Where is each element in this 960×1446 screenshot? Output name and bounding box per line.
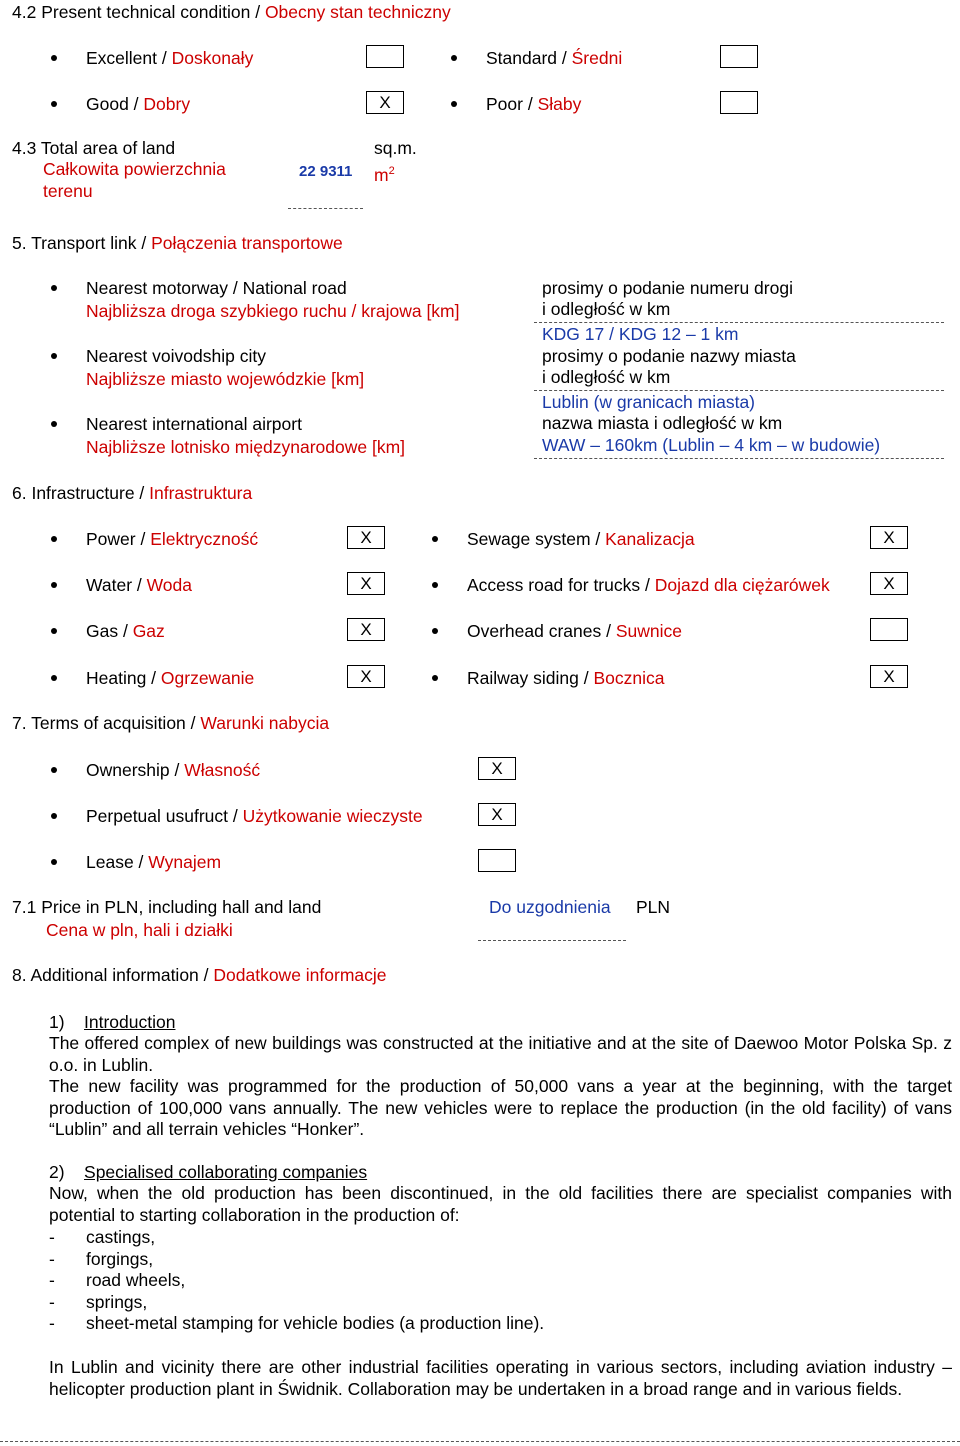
collaborating-paragraph: Now, when the old production has been discontinued, in the old facilities there are specialist companies with potential to starting collaboration in the production of: <box>49 1183 952 1225</box>
introduction-paragraph-2: The new facility was programmed for the production of 50,000 vans a year at the beginning, with the target production of 100,000 vans annually. The new vehicles were to replace the production (in the old facility) of vans “Lublin” and all terrain vehicles “Honker”. <box>49 1076 952 1139</box>
section-8-title: 8. Additional information / Dodatkowe informacje <box>12 965 387 985</box>
land-area-value: 22 9311 <box>299 163 353 180</box>
ownership-label: Ownership / Własność <box>86 760 261 780</box>
land-area-unit: sq.m. <box>374 138 417 158</box>
page-footer-divider <box>0 1441 960 1442</box>
infra-power-checkbox[interactable]: X <box>347 526 385 549</box>
collaborating-heading: 2) Specialised collaborating companies <box>49 1162 368 1182</box>
motorway-label: Nearest motorway / National road <box>86 278 347 298</box>
motorway-value: KDG 17 / KDG 12 – 1 km <box>542 324 739 344</box>
bullet <box>51 859 57 865</box>
infra-access-road-checkbox[interactable]: X <box>870 572 908 595</box>
bullet <box>51 628 57 634</box>
motorway-hint: prosimy o podanie numeru drogi <box>542 278 793 298</box>
airport-hint: nazwa miasta i odległość w km <box>542 413 783 433</box>
infra-cranes-label: Overhead cranes / Suwnice <box>467 621 682 641</box>
list-item: - forgings, <box>49 1249 154 1269</box>
motorway-label-pl: Najbliższa droga szybkiego ruchu / krajowa [km] <box>86 301 460 321</box>
lease-checkbox[interactable] <box>478 849 516 872</box>
list-item: - road wheels, <box>49 1270 186 1290</box>
closing-paragraph: In Lublin and vicinity there are other industrial facilities operating in various sectors, including aviation industry – helicopter production plant in Świdnik. Collaboration may be undertaken in a broad range and in various fields. <box>49 1357 952 1399</box>
usufruct-checkbox[interactable]: X <box>478 803 516 826</box>
infra-water-checkbox[interactable]: X <box>347 572 385 595</box>
section-6-title: 6. Infrastructure / Infrastruktura <box>12 483 253 503</box>
infra-gas-label: Gas / Gaz <box>86 621 165 641</box>
airport-label: Nearest international airport <box>86 414 302 434</box>
infra-power-label: Power / Elektryczność <box>86 529 259 549</box>
bullet <box>432 628 438 634</box>
section-7-1-title: 7.1 Price in PLN, including hall and land <box>12 897 322 917</box>
condition-poor-label: Poor / Słaby <box>486 94 582 114</box>
section-4-3-title: 4.3 Total area of land <box>12 138 176 158</box>
condition-standard-checkbox[interactable] <box>720 45 758 68</box>
voivodship-city-hint-2: i odległość w km <box>542 367 671 387</box>
bullet <box>51 55 57 61</box>
list-item: - sheet-metal stamping for vehicle bodies (a production line). <box>49 1313 545 1333</box>
bullet <box>451 55 457 61</box>
infra-heating-label: Heating / Ogrzewanie <box>86 668 255 688</box>
divider <box>534 458 944 459</box>
infra-heating-checkbox[interactable]: X <box>347 665 385 688</box>
infra-railway-label: Railway siding / Bocznica <box>467 668 665 688</box>
divider <box>478 940 626 941</box>
divider <box>534 390 944 391</box>
infra-sewage-checkbox[interactable]: X <box>870 526 908 549</box>
bullet <box>432 675 438 681</box>
ownership-checkbox[interactable]: X <box>478 757 516 780</box>
infra-sewage-label: Sewage system / Kanalizacja <box>467 529 695 549</box>
condition-excellent-checkbox[interactable] <box>366 45 404 68</box>
bullet <box>451 101 457 107</box>
divider <box>288 208 363 209</box>
lease-label: Lease / Wynajem <box>86 852 222 872</box>
bullet <box>51 353 57 359</box>
bullet <box>51 582 57 588</box>
section-5-title: 5. Transport link / Połączenia transportowe <box>12 233 343 253</box>
bullet <box>51 421 57 427</box>
condition-poor-checkbox[interactable] <box>720 91 758 114</box>
condition-good-checkbox[interactable]: X <box>366 91 404 114</box>
voivodship-city-label-pl: Najbliższe miasto wojewódzkie [km] <box>86 369 365 389</box>
divider <box>534 322 944 323</box>
price-currency: PLN <box>636 897 671 917</box>
bullet <box>51 101 57 107</box>
price-value: Do uzgodnienia <box>489 897 611 917</box>
bullet <box>51 813 57 819</box>
usufruct-label: Perpetual usufruct / Użytkowanie wieczyste <box>86 806 423 826</box>
list-item: - castings, <box>49 1227 156 1247</box>
condition-excellent-label: Excellent / Doskonały <box>86 48 254 68</box>
infra-access-road-label: Access road for trucks / Dojazd dla ciężarówek <box>467 575 830 595</box>
bullet <box>432 582 438 588</box>
motorway-hint-2: i odległość w km <box>542 299 671 319</box>
airport-label-pl: Najbliższe lotnisko międzynarodowe [km] <box>86 437 406 457</box>
infra-railway-checkbox[interactable]: X <box>870 665 908 688</box>
bullet <box>51 536 57 542</box>
airport-value: WAW – 160km (Lublin – 4 km – w budowie) <box>542 435 881 455</box>
voivodship-city-hint: prosimy o podanie nazwy miasta <box>542 346 796 366</box>
voivodship-city-label: Nearest voivodship city <box>86 346 266 366</box>
voivodship-city-value: Lublin (w granicach miasta) <box>542 392 756 412</box>
infra-cranes-checkbox[interactable] <box>870 618 908 641</box>
infra-water-label: Water / Woda <box>86 575 193 595</box>
section-7-1-title-pl: Cena w pln, hali i działki <box>46 920 233 940</box>
bullet <box>432 536 438 542</box>
introduction-heading: 1) Introduction <box>49 1012 176 1032</box>
bullet <box>51 285 57 291</box>
introduction-paragraph-1: The offered complex of new buildings was constructed at the initiative and at the site of Daewoo Motor Polska Sp. z o.o. in Lublin. <box>49 1033 952 1075</box>
list-item: - springs, <box>49 1292 148 1312</box>
land-area-unit-pl: $m^2$ <box>374 164 395 185</box>
section-4-3-title-pl: Całkowita powierzchnia <box>43 159 226 179</box>
section-4-2-title: 4.2 Present technical condition / Obecny stan techniczny <box>12 2 451 22</box>
condition-good-label: Good / Dobry <box>86 94 191 114</box>
infra-gas-checkbox[interactable]: X <box>347 618 385 641</box>
bullet <box>51 675 57 681</box>
section-4-3-title-pl-2: terenu <box>43 181 93 201</box>
section-7-title: 7. Terms of acquisition / Warunki nabycia <box>12 713 330 733</box>
bullet <box>51 767 57 773</box>
condition-standard-label: Standard / Średni <box>486 48 623 68</box>
